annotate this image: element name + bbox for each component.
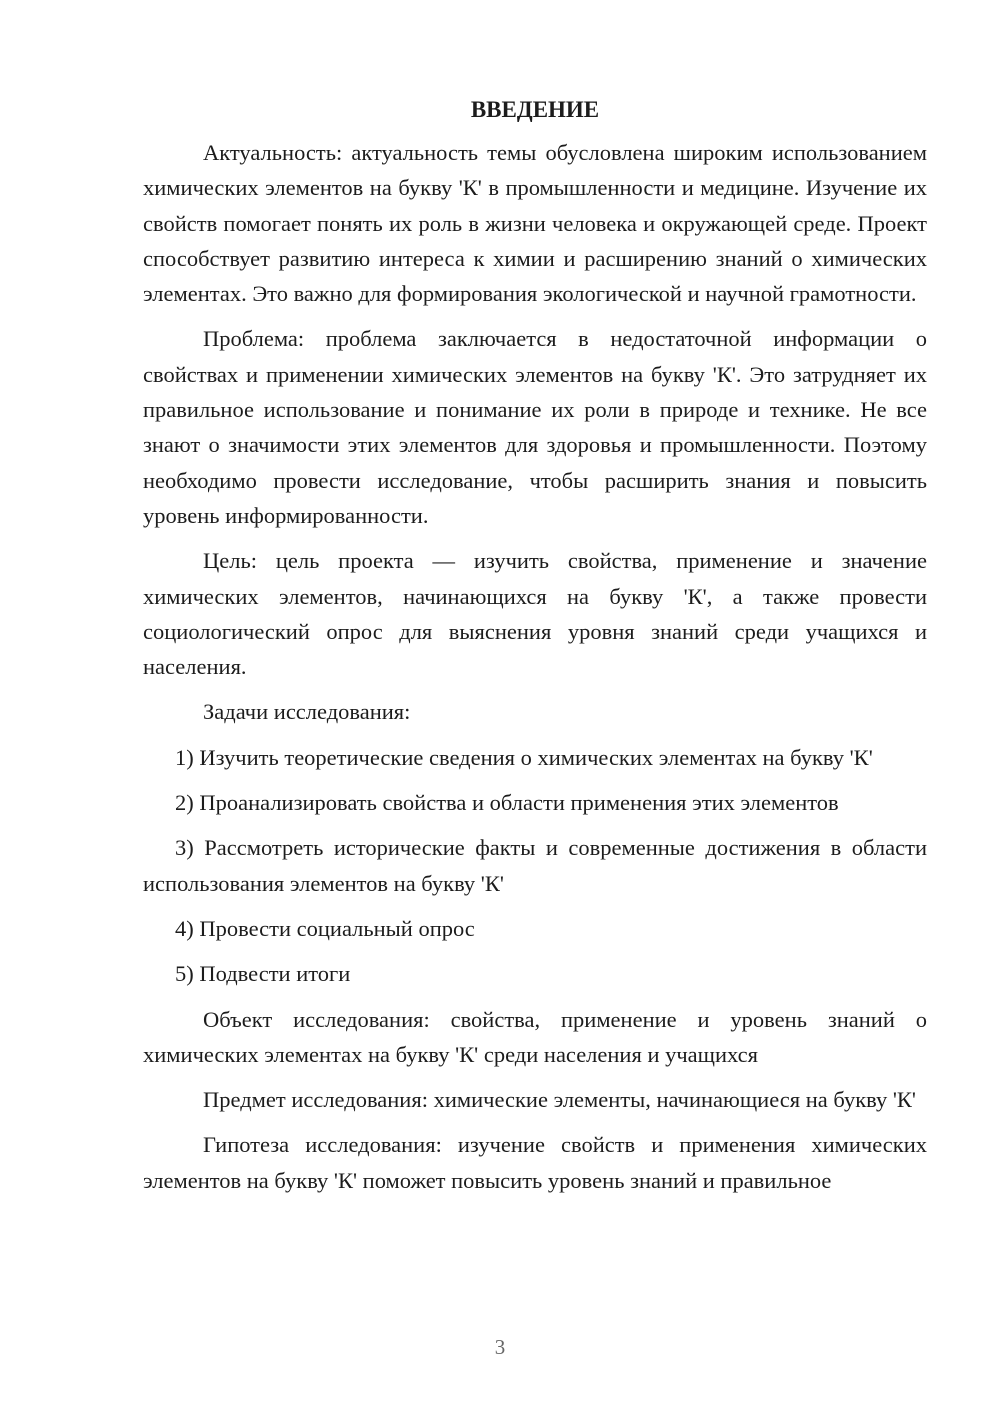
task-item: 5) Подвести итоги <box>175 961 351 987</box>
tasks-heading: Задачи исследования: <box>203 699 411 725</box>
paragraph-relevance: Актуальность: актуальность темы обусловлена широким использованием химических элементов на букву 'К' в промышленности и медицине. Изучение их свойств помогает понять их роль в жизни человека и окружающей среде. Проект способствует развитию интереса к химии и расширению знаний о химических элементах. Это важно для формирования экологической и научной грамотности. <box>143 140 927 307</box>
task-item: 3) Рассмотреть исторические факты и современные достижения в области использования элементов на букву 'К' <box>143 835 927 896</box>
paragraph-problem: Проблема: проблема заключается в недостаточной информации о свойствах и применении химических элементов на букву 'К'. Это затрудняет их правильное использование и понимание их роли в природе и технике. Не все знают о значимости этих элементов для здоровья и промышленности. Поэтому необходимо провести исследование, чтобы расширить знания и повысить уровень информированности. <box>143 326 927 528</box>
task-item: 4) Провести социальный опрос <box>175 915 475 941</box>
paragraph-hypothesis: Гипотеза исследования: изучение свойств и применения химических элементов на букву 'К' поможет повысить уровень знаний и правильное <box>143 1132 927 1193</box>
paragraph-object: Объект исследования: свойства, применение и уровень знаний о химических элементах на букву 'К' среди населения и учащихся <box>143 1006 927 1067</box>
paragraph-goal: Цель: цель проекта — изучить свойства, применение и значение химических элементов, начинающихся на букву 'К', а также провести социологический опрос для выяснения уровня знаний среди учащихся и населения. <box>143 548 927 680</box>
paragraph-subject: Предмет исследования: химические элементы, начинающиеся на букву 'К' <box>203 1087 916 1113</box>
task-item: 2) Проанализировать свойства и области применения этих элементов <box>175 790 839 816</box>
page-content <box>143 92 927 1198</box>
task-item: 1) Изучить теоретические сведения о химических элементах на букву 'К' <box>175 744 873 770</box>
page-number: 3 <box>494 1335 506 1359</box>
section-heading: ВВЕДЕНИЕ <box>470 97 600 122</box>
